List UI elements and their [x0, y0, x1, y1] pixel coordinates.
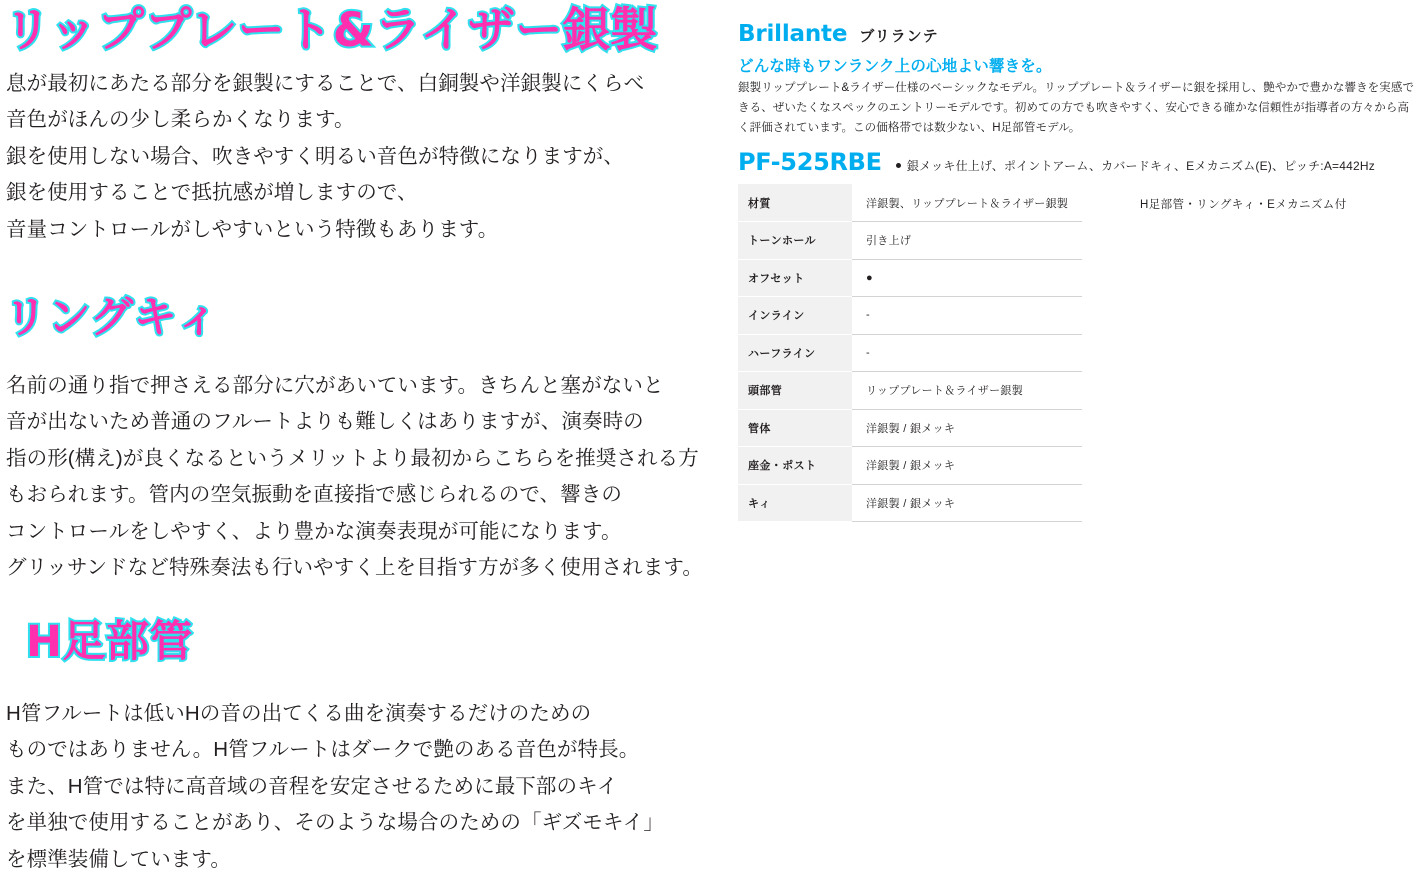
- body-line: H管フルートは低いHの音の出てくる曲を演奏するだけのための: [6, 702, 592, 725]
- table-row: [738, 409, 1082, 447]
- table-row: [738, 259, 1082, 297]
- body-line: を標準装備しています。: [6, 847, 231, 871]
- spec-table: [738, 184, 1082, 522]
- table-row: [738, 372, 1082, 410]
- section-heading-lipplate: リッププレート&ライザー銀製: [4, 3, 658, 58]
- brand-name-kana: ブリランテ: [859, 28, 939, 45]
- spec-key: 頭部管: [738, 372, 852, 410]
- section-body-hfoot: [6, 696, 664, 878]
- section-heading-hfoot: H足部管: [26, 617, 193, 667]
- spec-key: インライン: [738, 297, 852, 335]
- body-line: ものではありません。H管フルートはダークで艶のある音色が特長。: [6, 738, 640, 762]
- spec-key: 管体: [738, 409, 852, 447]
- right-column: [738, 0, 1423, 896]
- model-number: PF-525RBE: [738, 148, 882, 176]
- spec-value: 引き上げ: [852, 222, 1082, 260]
- section-body-ringkey: [6, 368, 703, 587]
- body-line: 名前の通り指で押さえる部分に穴があいています。きちんと塞がないと: [6, 374, 664, 397]
- spec-key: トーンホール: [738, 222, 852, 260]
- spec-value: 洋銀製 / 銀メッキ: [852, 409, 1082, 447]
- body-line: 銀を使用しない場合、吹きやすく明るい音色が特徴になりますが、: [6, 144, 624, 168]
- spec-value: 洋銀製 / 銀メッキ: [852, 447, 1082, 485]
- section-body-lipplate: [6, 66, 644, 248]
- spec-value: 洋銀製、リッププレート＆ライザー銀製: [852, 184, 1082, 222]
- spec-value: -: [852, 297, 1082, 335]
- spec-key: オフセット: [738, 259, 852, 297]
- table-row: [738, 484, 1082, 522]
- body-line: 息が最初にあたる部分を銀製にすることで、白銅製や洋銀製にくらべ: [6, 72, 645, 95]
- table-row: [738, 222, 1082, 260]
- section-heading-ringkey: リングキィ: [4, 293, 220, 343]
- body-line: 音が出ないため普通のフルートよりも難しくはありますが、演奏時の: [6, 410, 644, 434]
- body-line: もおられます。管内の空気振動を直接指で感じられるので、響きの: [6, 483, 622, 507]
- spec-key: ハーフライン: [738, 334, 852, 372]
- product-description: 銀製リッププレート&ライザー仕様のベーシックなモデル。リッププレート＆ライザーに銀を採用し、艶やかで豊かな響きを実感できる、ぜいたくなスペックのエントリーモデルです。初めての方でも吹きやすく、安心できる確かな信頼性が指導者の方々から高く評価されています。この価格帯では数少ない、H足部管モデル。: [738, 82, 1415, 134]
- body-line: を単独で使用することがあり、そのような場合のための「ギズモキイ」: [6, 811, 664, 835]
- body-line: コントロールをしやすく、より豊かな演奏表現が可能になります。: [6, 519, 622, 543]
- model-spec-summary: [896, 157, 1375, 174]
- spec-key: キィ: [738, 484, 852, 522]
- catch-copy: どんな時もワンランク上の心地よい響きを。: [738, 58, 1052, 75]
- table-row: [738, 334, 1082, 372]
- body-line: 銀を使用することで抵抗感が増しますので、: [6, 181, 418, 205]
- body-line: グリッサンドなど特殊奏法も行いやすく上を目指す方が多く使用されます。: [6, 556, 703, 580]
- table-row: [738, 447, 1082, 485]
- body-line: 音量コントロールがしやすいという特徴もあります。: [6, 217, 499, 241]
- spec-value: リッププレート＆ライザー銀製: [852, 372, 1082, 410]
- body-line: また、H管では特に高音域の音程を安定させるために最下部のキイ: [6, 774, 618, 798]
- product-side-note: H足部管・リングキィ・Eメカニズム付: [1140, 199, 1347, 211]
- spec-key: 材質: [738, 184, 852, 222]
- model-row: [738, 148, 1375, 176]
- table-row: [738, 184, 1082, 222]
- spec-value: 洋銀製 / 銀メッキ: [852, 484, 1082, 522]
- bullet-icon: [896, 163, 901, 168]
- brand-row: [738, 21, 939, 47]
- spec-value: -: [852, 334, 1082, 372]
- brand-name: Brillante: [738, 21, 848, 47]
- model-spec-text: 銀メッキ仕上げ、ポイントアーム、カバードキィ、Eメカニズム(E)、ピッチ:A=442Hz: [906, 159, 1375, 173]
- body-line: 音色がほんの少し柔らかくなります。: [6, 108, 355, 132]
- spec-value: ●: [852, 259, 1082, 297]
- body-line: 指の形(構え)が良くなるというメリットより最初からこちらを推奨される方: [6, 446, 699, 470]
- table-row: [738, 297, 1082, 335]
- spec-key: 座金・ポスト: [738, 447, 852, 485]
